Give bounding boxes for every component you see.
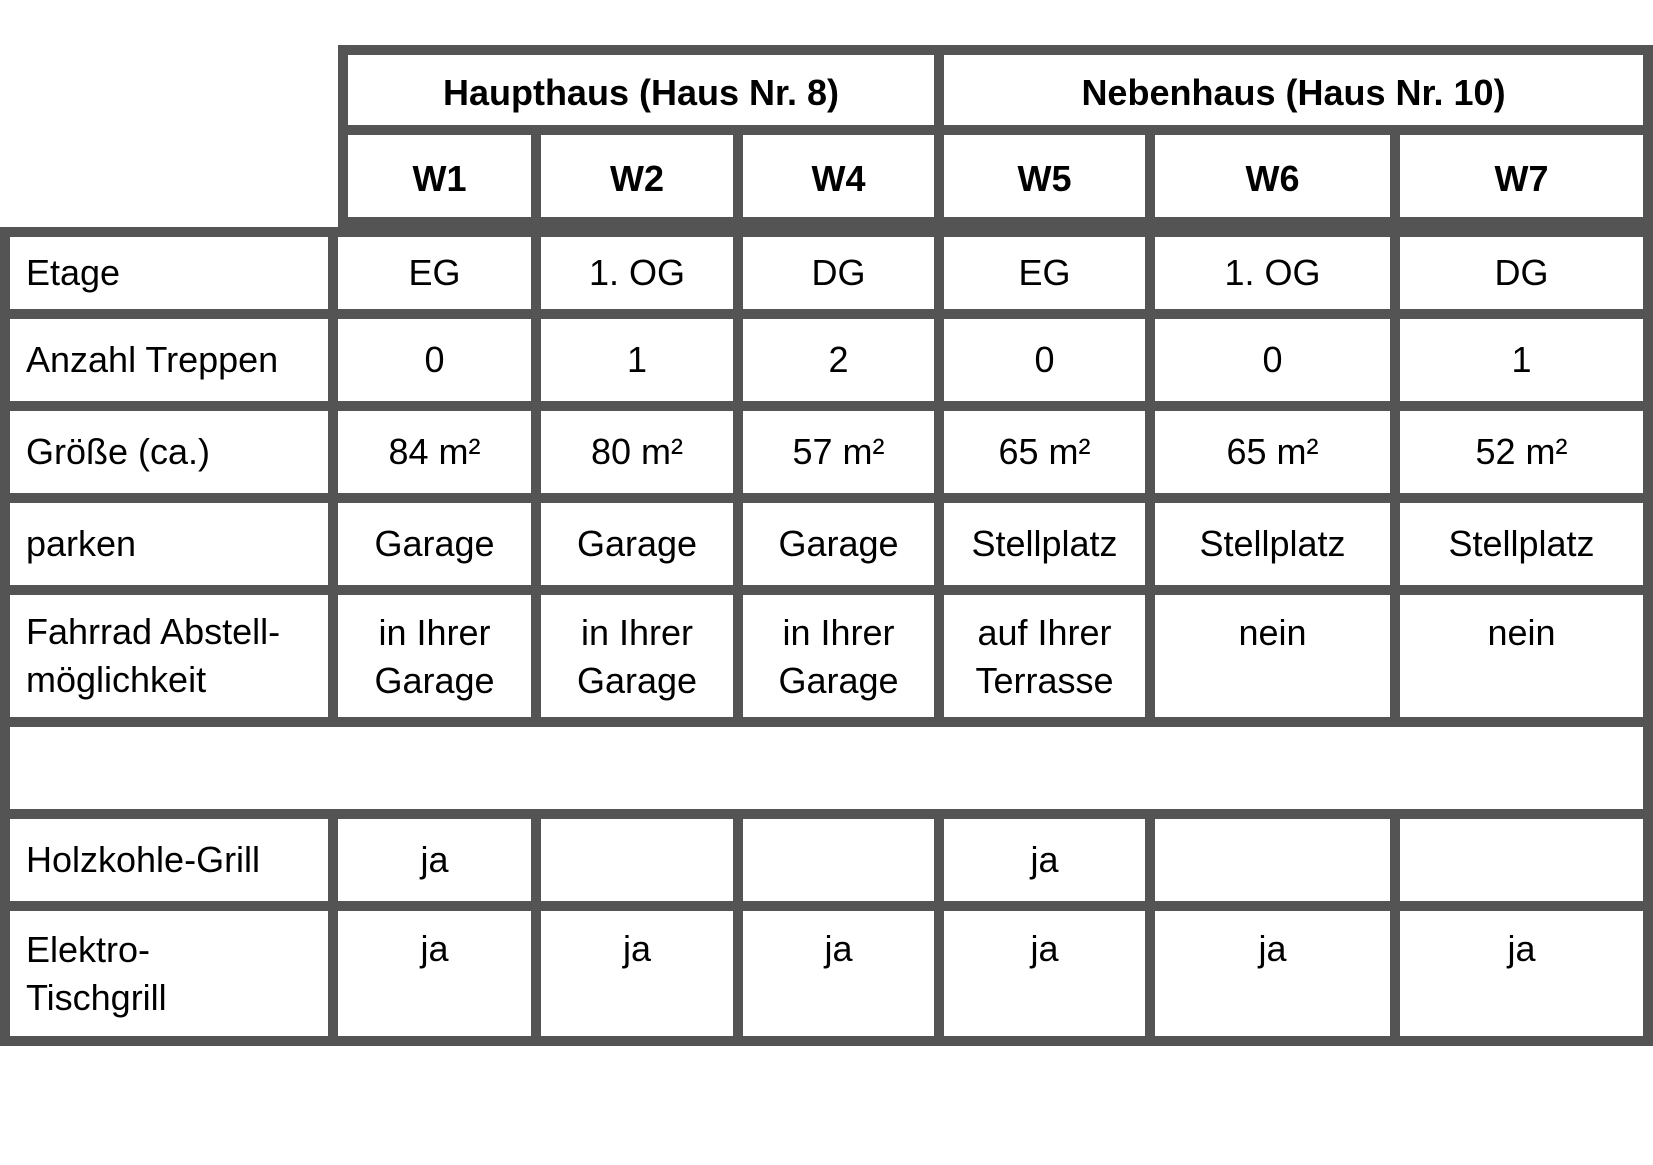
table-cell: ja <box>1155 911 1400 1046</box>
table-cell: auf Ihrer Terrasse <box>944 595 1155 727</box>
row-label-fahrrad: Fahrrad Abstell- möglichkeit <box>0 595 338 727</box>
unit-header: W2 <box>541 135 743 227</box>
table-cell: nein <box>1155 595 1400 727</box>
table-cell: 52 m² <box>1400 411 1653 503</box>
row-label-groesse: Größe (ca.) <box>0 411 338 503</box>
table-cell: ja <box>338 911 541 1046</box>
table-cell: 84 m² <box>338 411 541 503</box>
table-cell: EG <box>338 227 541 319</box>
table-cell: 0 <box>338 319 541 411</box>
table-cell: Stellplatz <box>1155 503 1400 595</box>
table-cell: ja <box>1400 911 1653 1046</box>
spacer-row <box>0 727 1653 819</box>
table-cell: 80 m² <box>541 411 743 503</box>
table-cell <box>1155 819 1400 911</box>
table-cell: DG <box>1400 227 1653 319</box>
row-label-etage: Etage <box>0 227 338 319</box>
table-cell <box>541 819 743 911</box>
table-cell: in Ihrer Garage <box>338 595 541 727</box>
table-cell: ja <box>944 819 1155 911</box>
table-cell: 57 m² <box>743 411 944 503</box>
unit-header: W6 <box>1155 135 1400 227</box>
group-header-haupthaus: Haupthaus (Haus Nr. 8) <box>338 45 944 135</box>
row-label-holzkohle-grill: Holzkohle-Grill <box>0 819 338 911</box>
table-cell: Garage <box>743 503 944 595</box>
table-cell: in Ihrer Garage <box>743 595 944 727</box>
table-cell: 65 m² <box>1155 411 1400 503</box>
table-cell: 1. OG <box>541 227 743 319</box>
table-cell: Garage <box>338 503 541 595</box>
table-cell: 0 <box>944 319 1155 411</box>
table-cell: ja <box>944 911 1155 1046</box>
table-cell: 0 <box>1155 319 1400 411</box>
table-cell: ja <box>541 911 743 1046</box>
table-cell: EG <box>944 227 1155 319</box>
table-cell: ja <box>743 911 944 1046</box>
unit-header: W5 <box>944 135 1155 227</box>
unit-header: W4 <box>743 135 944 227</box>
table-cell: Stellplatz <box>1400 503 1653 595</box>
table-cell <box>1400 819 1653 911</box>
table-cell: Garage <box>541 503 743 595</box>
table-cell: 2 <box>743 319 944 411</box>
table-cell: 65 m² <box>944 411 1155 503</box>
table-cell: 1 <box>1400 319 1653 411</box>
table-cell: 1 <box>541 319 743 411</box>
table-cell: DG <box>743 227 944 319</box>
table-cell: ja <box>338 819 541 911</box>
row-label-parken: parken <box>0 503 338 595</box>
row-label-elektro-tischgrill: Elektro- Tischgrill <box>0 911 338 1046</box>
table-cell <box>743 819 944 911</box>
table-cell: in Ihrer Garage <box>541 595 743 727</box>
unit-header: W7 <box>1400 135 1653 227</box>
unit-header: W1 <box>338 135 541 227</box>
table-cell: Stellplatz <box>944 503 1155 595</box>
row-label-anzahl-treppen: Anzahl Treppen <box>0 319 338 411</box>
table-cell: 1. OG <box>1155 227 1400 319</box>
apartment-comparison-table <box>0 45 1653 1070</box>
group-header-nebenhaus: Nebenhaus (Haus Nr. 10) <box>944 45 1653 135</box>
table-cell: nein <box>1400 595 1653 727</box>
